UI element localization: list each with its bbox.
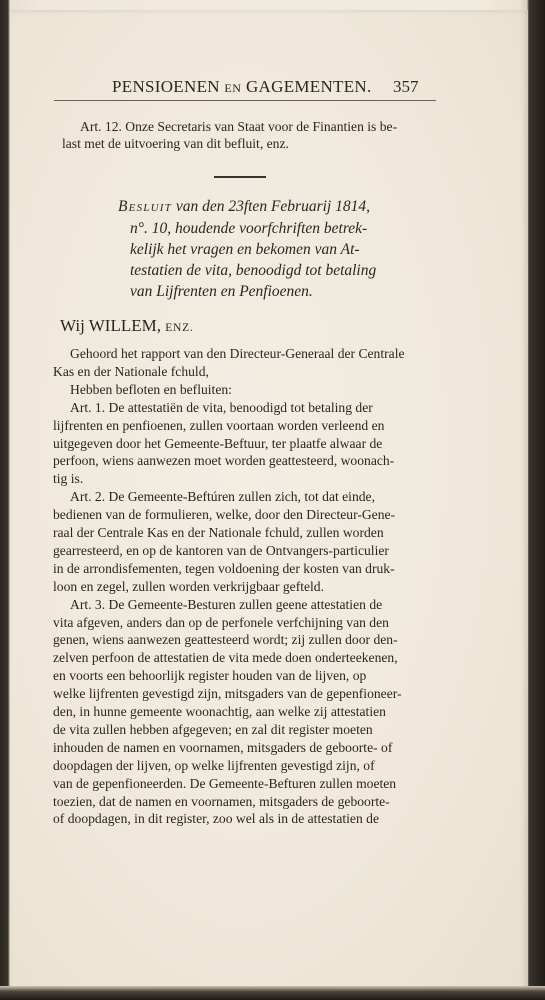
proclamation-heading — [60, 316, 194, 336]
decree-title-line-1 — [118, 198, 370, 216]
proclamation-suffix: ENZ. — [165, 322, 194, 334]
art12-line-1: Art. 12. Onze Secretaris van Staat voor de Finantien is be- — [80, 119, 398, 134]
body-line: raal der Centrale Kas en der Nationale fchuld, zullen worden — [53, 525, 384, 540]
decree-title-caps: Besluit — [118, 198, 172, 215]
body-line: Hebben befloten en befluiten: — [70, 381, 232, 397]
body-line: van de gepenfioneerden. De Gemeente-Befturen zullen moeten — [53, 775, 397, 791]
running-head-part1: PENSIOENEN — [112, 77, 220, 96]
body-line: zelven perfoon de attestatien de vita mede doen onderteekenen, — [53, 650, 398, 666]
body-line: Kas en der Nationale fchuld, — [53, 363, 209, 379]
body-line: toezien, dat de namen en voornamen, mitsgaders de geboorte- — [53, 793, 390, 809]
running-head — [112, 77, 432, 99]
decree-title-rest: van den 23ften Februarij 1814, — [175, 198, 370, 215]
body-line: of doopdagen, in dit register, zoo wel als in de attestatien de — [53, 811, 379, 827]
proclamation-main: Wij WILLEM, — [60, 316, 161, 335]
body-line: loon en zegel, zullen worden verkrijgbaar gefteld. — [53, 578, 325, 594]
body-line: Gehoord het rapport van den Directeur-Generaal der Centrale — [70, 346, 405, 361]
body-line: Art. 2. De Gemeente-Beftúren zullen zich, tot dat einde, — [70, 489, 375, 505]
body-line: gearresteerd, en op de kantoren van de Ontvangers-particulier — [53, 542, 389, 558]
body-line: genen, wiens aanwezen geattesteerd wordt; zij zullen door den- — [53, 632, 398, 648]
body-line: in de arrondisfementen, tegen voldoening der kosten van druk- — [53, 560, 395, 576]
body-line: bedienen van de formulieren, welke, door den Directeur-Gene- — [53, 507, 396, 523]
body-line: perfoon, wiens aanwezen moet worden geattesteerd, woonach- — [53, 453, 395, 469]
body-line: de vita zullen hebben afgegeven; en zal dit register moeten — [53, 721, 373, 737]
body-line: doopdagen der lijven, op welke lijfrenten gevestigd zijn, of — [53, 757, 375, 773]
body-line: welke lijfrenten gevestigd zijn, mitsgaders van de gepenfioneer- — [53, 686, 402, 702]
body-line: en voorts een behoorlijk register houden van de lijven, op — [53, 668, 367, 684]
page-number: 357 — [393, 77, 419, 96]
header-rule — [54, 100, 436, 101]
body-line: uitgegeven door het Gemeente-Beftuur, ter plaatfe alwaar de — [53, 435, 383, 451]
body-line: Art. 1. De attestatiën de vita, benoodigd tot betaling der — [70, 399, 373, 415]
body-line: vita afgeven, anders dan op de perfonele verfchijning van den — [53, 614, 389, 630]
body-line: Art. 3. De Gemeente-Besturen zullen geene attestatien de — [70, 596, 383, 612]
body-line: inhouden de namen en voornamen, mitsgaders de geboorte- of — [53, 739, 393, 755]
section-divider — [214, 176, 266, 178]
running-head-part2: GAGEMENTEN. — [245, 77, 372, 96]
decree-title-line-2: n°. 10, houdende voorfchriften betrek- — [130, 220, 368, 237]
body-line: tig is. — [53, 471, 84, 487]
decree-title-line-5: van Lijfrenten en Penfioenen. — [130, 283, 313, 300]
body-line: lijfrenten en penfioenen, zullen voortaan worden verleend en — [53, 417, 385, 433]
running-head-en: EN — [224, 81, 242, 95]
body-line: den, in hunne gemeente woonachtig, aan welke zij attestatien — [53, 704, 386, 719]
art12-line-2: last met de uitvoering van dit befluit, enz. — [62, 136, 289, 151]
page-bottom-edge — [0, 986, 545, 1000]
decree-title-line-3: kelijk het vragen en bekomen van At- — [130, 241, 360, 258]
decree-title-line-4: testatien de vita, benoodigd tot betaling — [130, 262, 377, 279]
